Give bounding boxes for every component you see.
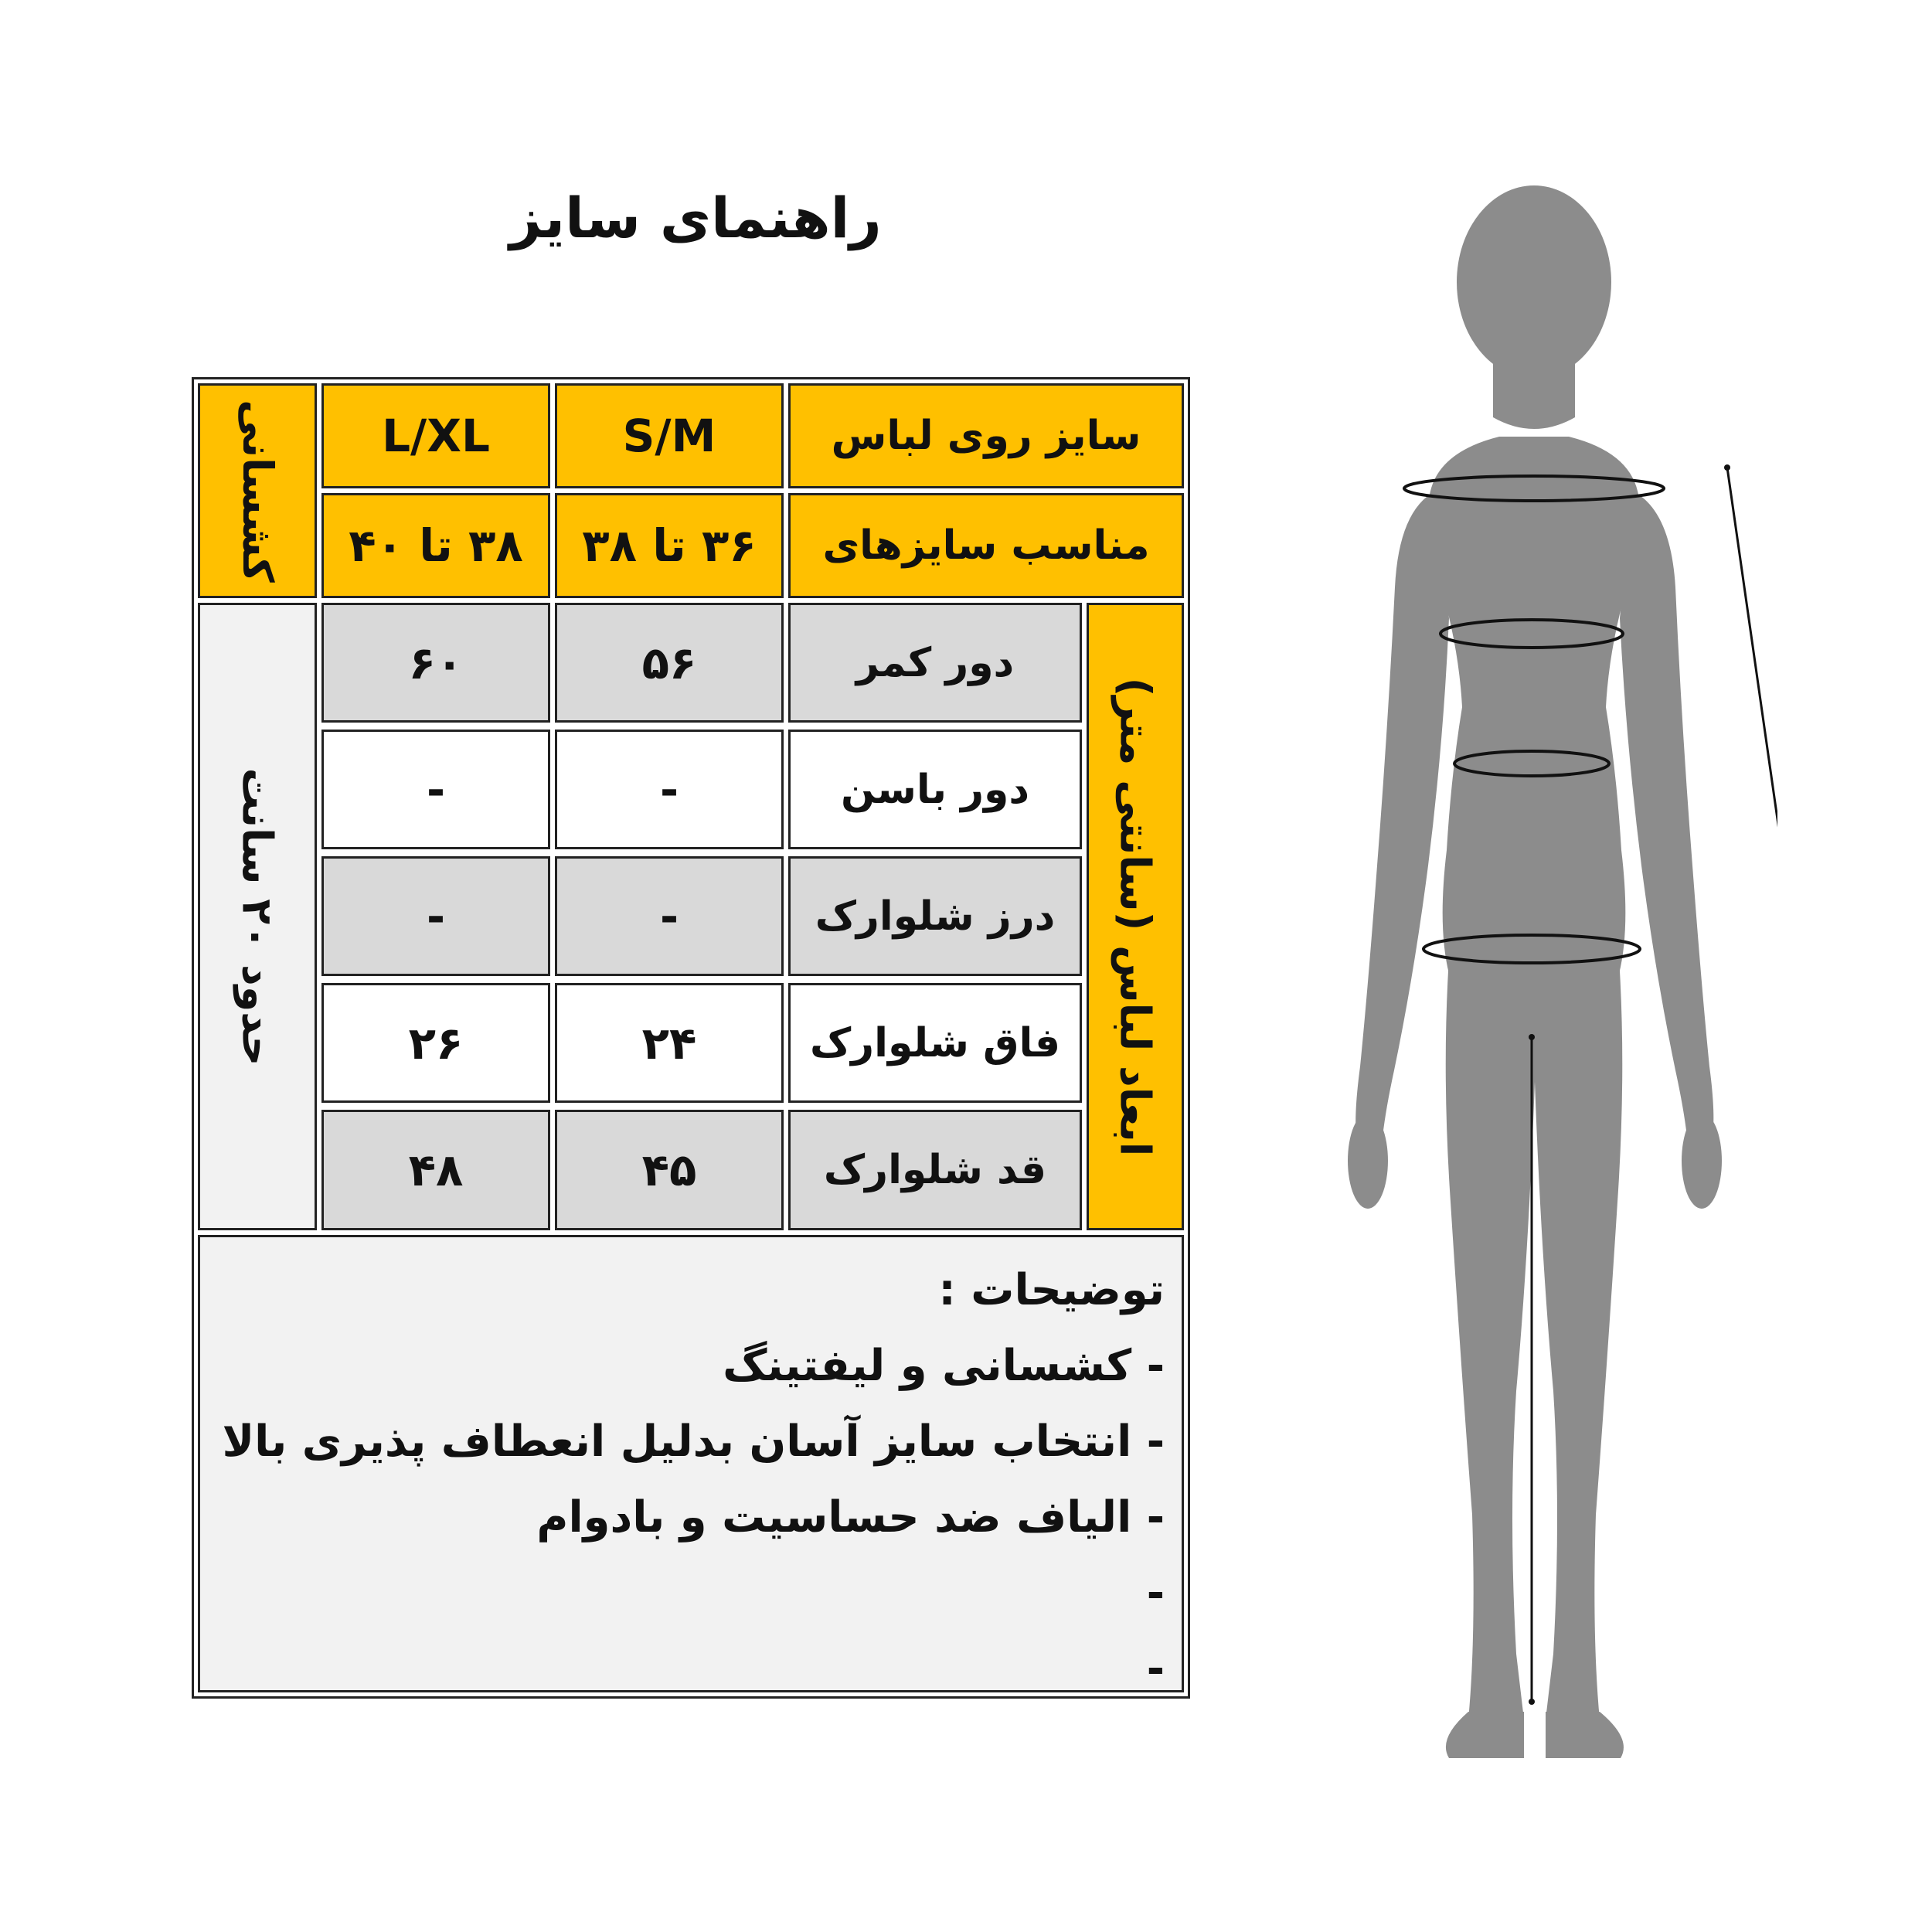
row-inseam-sm: - <box>555 856 784 976</box>
row-label-rise: فاق شلوارک <box>788 983 1082 1103</box>
row-waist-lxl: ۶۰ <box>321 603 550 723</box>
row-rise-sm: ۲۴ <box>555 983 784 1103</box>
size-lxl-fit: ۳۸ تا ۴۰ <box>321 493 550 598</box>
row-hip-sm: - <box>555 730 784 849</box>
note-item: - کشسانی و لیفتینگ <box>723 1341 1165 1391</box>
size-lxl-header: L/XL <box>321 383 550 488</box>
dimensions-label-cell <box>1087 603 1184 1230</box>
torso-shape <box>1430 437 1638 974</box>
head-shape <box>1457 185 1611 379</box>
row-length-sm: ۴۵ <box>555 1110 784 1230</box>
row-label-waist: دور کمر <box>788 603 1082 723</box>
row-label-hip: دور باسن <box>788 730 1082 849</box>
row-waist-sm: ۵۶ <box>555 603 784 723</box>
dimensions-label: ابعاد لباس (سانتی متر) <box>1111 677 1160 1156</box>
right-leg-shape <box>1532 958 1622 1719</box>
right-foot-shape <box>1546 1712 1624 1758</box>
stretch-label: کشسانی <box>233 399 282 583</box>
row-hip-lxl: - <box>321 730 550 849</box>
row-label-inseam: درز شلوارک <box>788 856 1082 976</box>
right-arm-shape <box>1620 491 1713 1144</box>
note-item: - <box>1146 1568 1165 1618</box>
note-item: - الیاف ضد حساسیت و بادوام <box>536 1492 1165 1543</box>
left-leg-shape <box>1446 958 1536 1719</box>
page-title: راهنمای سایز <box>509 185 882 250</box>
right-hand-shape <box>1682 1113 1722 1209</box>
body-silhouette <box>1314 185 1777 1770</box>
stretch-value: حدود ۲۰ سانت <box>233 767 282 1066</box>
stretch-label-cell <box>198 383 317 598</box>
row-inseam-lxl: - <box>321 856 550 976</box>
left-arm-shape <box>1355 491 1449 1144</box>
notes-heading: توضیحات : <box>938 1265 1165 1315</box>
sleeve-measure-line <box>1727 468 1777 954</box>
size-sm-header: S/M <box>555 383 784 488</box>
header-fit-label: مناسب سایزهای <box>788 493 1184 598</box>
neck-shape <box>1493 355 1575 429</box>
stretch-value-cell <box>198 603 317 1230</box>
row-rise-lxl: ۲۶ <box>321 983 550 1103</box>
note-item: - <box>1146 1644 1165 1694</box>
note-item: - انتخاب سایز آسان بدلیل انعطاف پذیری بالا <box>222 1417 1165 1467</box>
notes-box <box>198 1235 1184 1692</box>
header-size-label: سایز روی لباس <box>788 383 1184 488</box>
left-hand-shape <box>1348 1113 1388 1209</box>
row-length-lxl: ۴۸ <box>321 1110 550 1230</box>
size-sm-fit: ۳۶ تا ۳۸ <box>555 493 784 598</box>
row-label-length: قد شلوارک <box>788 1110 1082 1230</box>
left-foot-shape <box>1446 1712 1524 1758</box>
